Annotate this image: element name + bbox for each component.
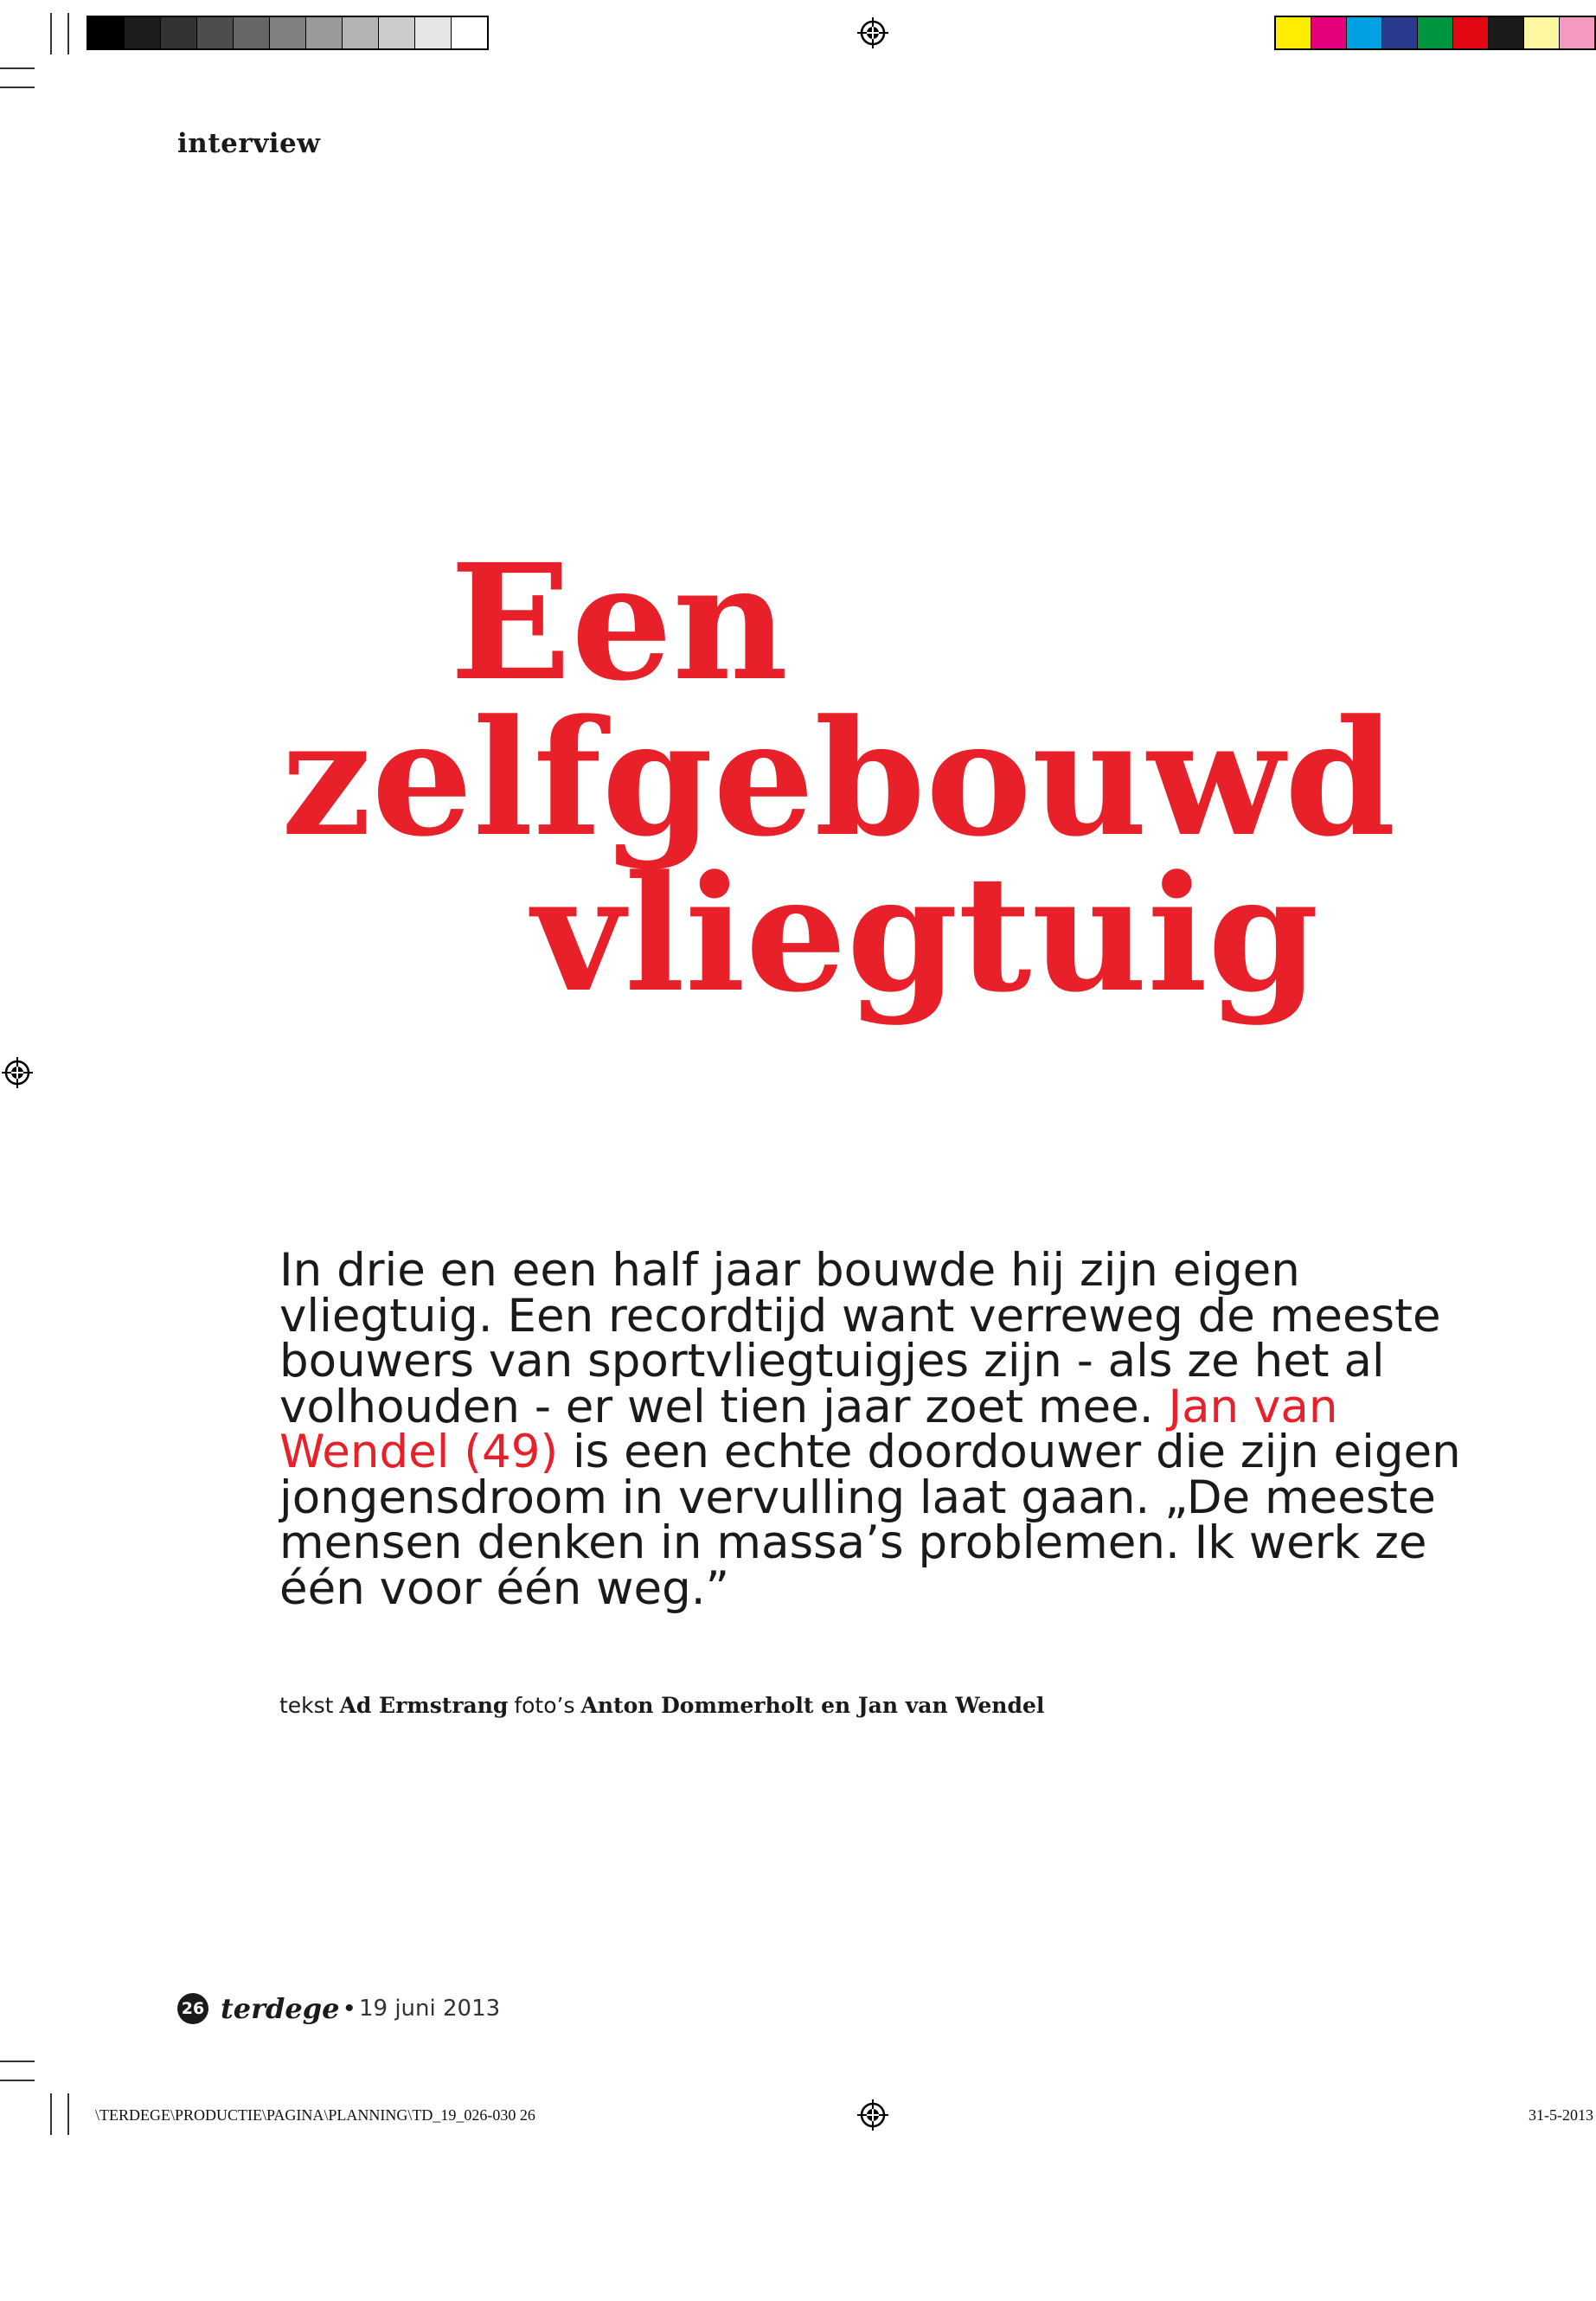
credits-photo-authors: Anton Dommerholt en Jan van Wendel (580, 1693, 1045, 1718)
color-swatch (1347, 17, 1382, 48)
crop-mark (0, 2080, 35, 2081)
issue-date: 19 juni 2013 (358, 1996, 501, 2022)
color-swatch (1560, 17, 1594, 48)
print-slug-path: \TERDEGE\PRODUCTIE\PAGINA\PLANNING\TD_19_026-030 26 (95, 2106, 535, 2124)
registration-mark-icon (857, 2099, 888, 2131)
registration-mark-icon (857, 17, 888, 48)
color-swatch (1453, 17, 1489, 48)
crop-mark (67, 2093, 69, 2135)
intro-paragraph (279, 1244, 1490, 1615)
page-footer (177, 1992, 500, 2025)
color-swatch (1276, 17, 1311, 48)
intro-highlight-name: Jan van Wendel (49) (279, 1380, 1338, 1478)
credits-photo-label: foto’s (514, 1693, 575, 1718)
gray-swatch (452, 17, 487, 48)
gray-swatch (125, 17, 161, 48)
headline-line-1: Een (450, 529, 789, 716)
gray-swatch (343, 17, 379, 48)
page-number: 26 (177, 1993, 208, 2024)
crop-mark (50, 13, 52, 54)
headline-line-3: vliegtuig (532, 841, 1319, 1028)
color-swatch (1311, 17, 1347, 48)
gray-swatch (234, 17, 270, 48)
gray-swatch (270, 17, 306, 48)
intro-text: is een echte doordouwer die zijn eigen jongensdroom in vervulling laat gaan. „De meeste mensen denken in massa’s problemen. Ik werk ze één voor één weg.” (279, 1426, 1461, 1615)
intro-text: In drie en een half jaar bouwde hij zijn eigen vliegtuig. Een recordtijd want verreweg de meeste bouwers van sportvliegtuigjes zijn - als ze het al volhouden - er wel tien jaar zoet mee. (279, 1244, 1441, 1433)
credits-text-author: Ad Ermstrang (339, 1693, 509, 1718)
color-swatch (1382, 17, 1418, 48)
gray-swatch (197, 17, 234, 48)
credits-text-label: tekst (279, 1693, 334, 1718)
color-swatch (1418, 17, 1453, 48)
headline-line-2: zelfgebouwd (281, 685, 1396, 872)
gray-swatch (415, 17, 452, 48)
gray-swatch (379, 17, 415, 48)
gray-swatch (88, 17, 125, 48)
grayscale-calibration-bar (87, 16, 489, 50)
crop-mark (67, 13, 69, 54)
credits (279, 1693, 1044, 1719)
footer-separator: • (344, 1994, 354, 2022)
crop-mark (50, 2093, 52, 2135)
registration-mark-icon (2, 1057, 33, 1088)
crop-mark (0, 2061, 35, 2062)
gray-swatch (306, 17, 343, 48)
crop-mark (0, 67, 35, 69)
print-slug-date: 31-5-2013 (1529, 2106, 1593, 2124)
color-swatch (1489, 17, 1524, 48)
color-swatch (1524, 17, 1560, 48)
gray-swatch (161, 17, 197, 48)
magazine-logo: terdege (221, 1992, 340, 2025)
crop-mark (0, 87, 35, 88)
section-label: interview (177, 128, 321, 159)
color-calibration-bar (1274, 16, 1596, 50)
